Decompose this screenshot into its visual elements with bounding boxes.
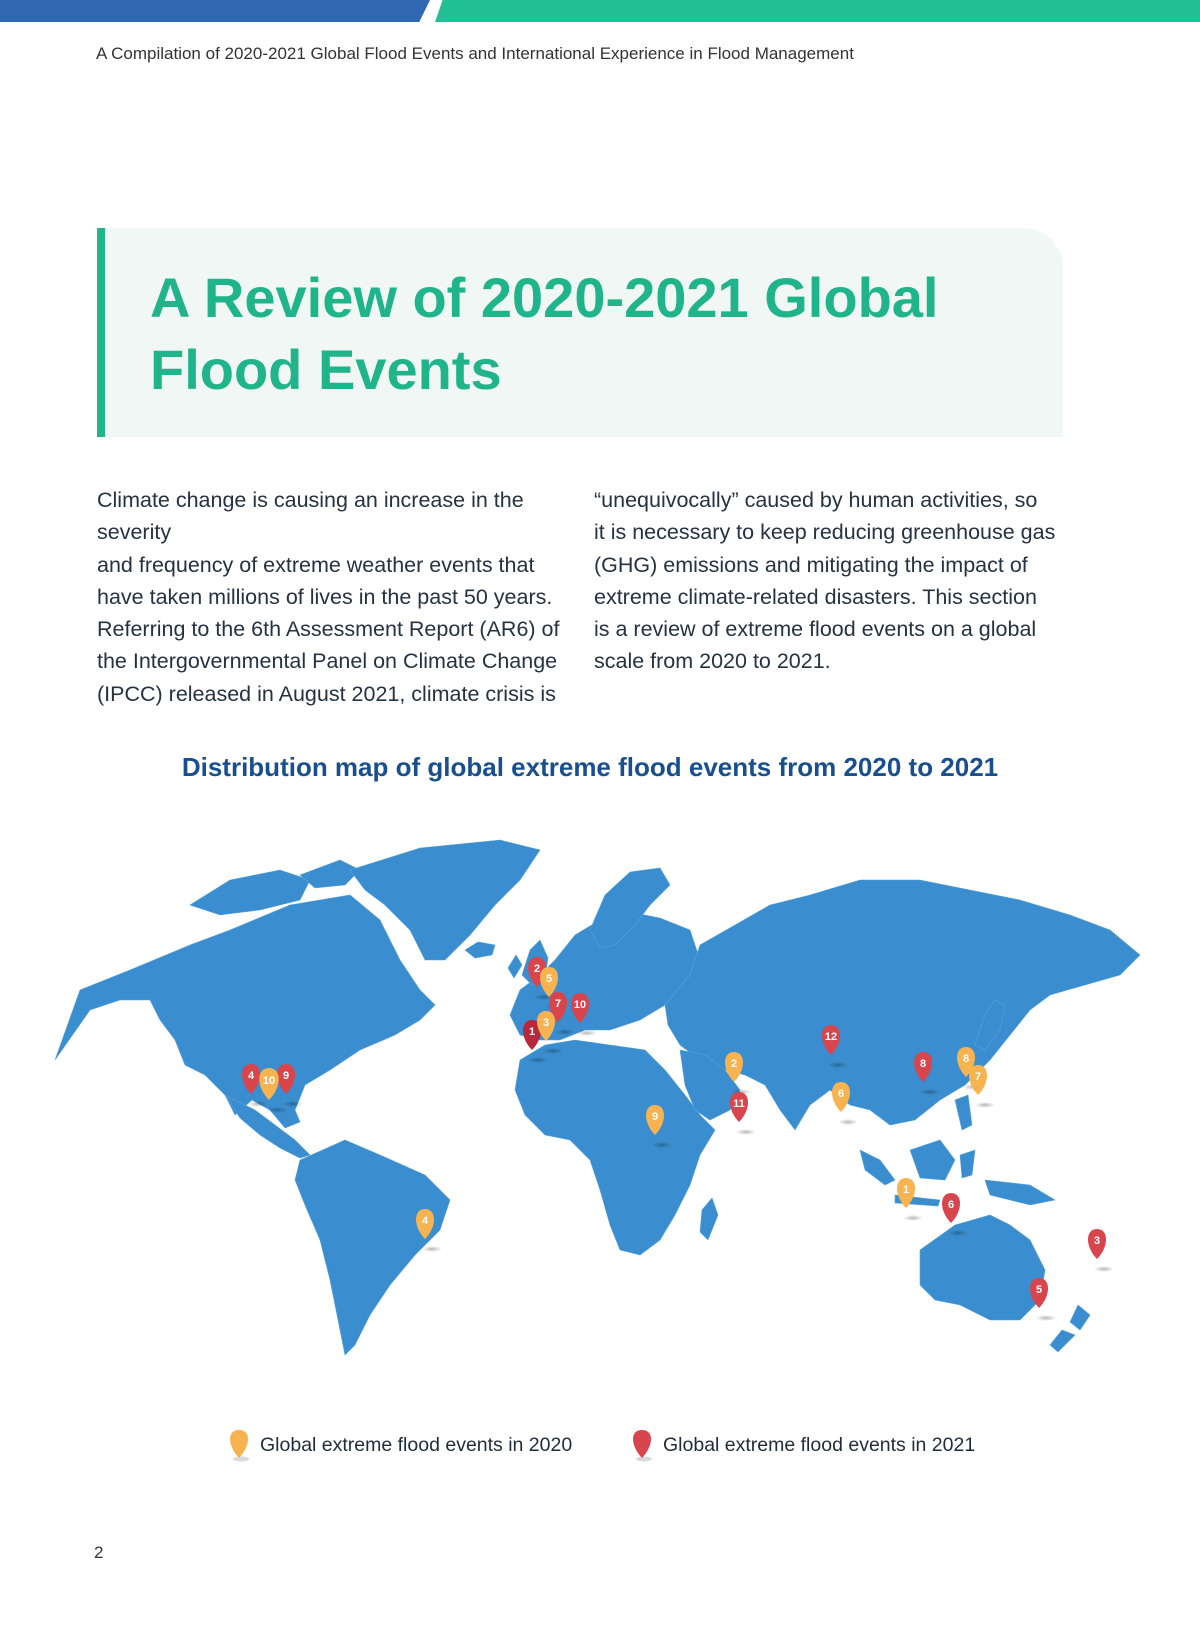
running-header: A Compilation of 2020-2021 Global Flood Events and International Experience in Flood Management	[96, 44, 854, 63]
island-sumatra	[860, 1150, 895, 1185]
pin-label: 9	[282, 1070, 290, 1082]
continent-north-america	[55, 895, 435, 1128]
body-column-left	[97, 484, 565, 710]
pin-label: 5	[1035, 1284, 1043, 1296]
pin-label: 7	[974, 1071, 982, 1083]
body-line: is a review of extreme flood events on a global	[594, 617, 1037, 642]
island-ireland	[508, 955, 522, 978]
island-new-zealand-south	[1050, 1330, 1075, 1352]
pin-2021-icon	[631, 1428, 653, 1462]
body-line: (IPCC) released in August 2021, climate crisis is	[97, 681, 556, 706]
island-sulawesi	[960, 1150, 975, 1178]
body-line: it is necessary to keep reducing greenhouse gas	[594, 520, 1056, 545]
pin-label: 10	[262, 1075, 276, 1087]
legend-2021	[631, 1428, 975, 1462]
body-line: the Intergovernmental Panel on Climate Change	[97, 649, 558, 674]
island-madagascar	[700, 1198, 718, 1240]
pin-label: 1	[902, 1184, 910, 1196]
pin-label: 12	[824, 1031, 838, 1043]
island-new-guinea	[985, 1180, 1055, 1205]
pin-label: 1	[528, 1026, 536, 1038]
pin-label: 8	[919, 1058, 927, 1070]
world-map	[0, 835, 1200, 1365]
body-line: Climate change is causing an increase in the severity	[97, 488, 524, 545]
body-line: scale from 2020 to 2021.	[594, 649, 831, 674]
pin-label: 7	[554, 998, 562, 1010]
pin-label: 6	[837, 1088, 845, 1100]
map-pin-2020	[969, 1065, 995, 1108]
map-pin-2021	[730, 1092, 756, 1135]
map-pin-2021	[1088, 1229, 1114, 1272]
pin-label: 2	[730, 1058, 738, 1070]
legend-2020	[228, 1428, 572, 1462]
map-pin-2021	[1030, 1278, 1056, 1321]
pin-label: 11	[733, 1098, 745, 1110]
section-title	[150, 262, 1030, 406]
pin-label: 10	[573, 999, 587, 1011]
map-title: Distribution map of global extreme flood events from 2020 to 2021	[181, 752, 999, 782]
pin-label: 3	[1093, 1235, 1101, 1247]
pin-label: 4	[247, 1070, 255, 1082]
pin-label: 6	[947, 1199, 955, 1211]
section-title-line-1: A Review of 2020-2021 Global	[150, 266, 939, 329]
pin-label: 2	[533, 963, 541, 975]
island-philippines	[955, 1095, 972, 1130]
body-line: “unequivocally” caused by human activities, so	[594, 488, 1038, 512]
pin-label: 5	[545, 973, 553, 985]
legend-label-2020: Global extreme flood events in 2020	[260, 1433, 573, 1456]
body-line: have taken millions of lives in the past 50 years.	[97, 584, 553, 609]
title-accent-bar	[97, 228, 105, 437]
body-line: extreme climate-related disasters. This section	[594, 584, 1037, 609]
page-number: 2	[94, 1543, 104, 1562]
pin-label: 3	[542, 1017, 550, 1029]
section-title-line-2: Flood Events	[150, 338, 502, 401]
header-bar-blue	[0, 0, 430, 22]
pin-label: 4	[421, 1215, 429, 1227]
body-line: and frequency of extreme weather events that	[97, 552, 535, 577]
pin-2020-icon	[228, 1428, 250, 1462]
island-borneo	[910, 1140, 955, 1180]
legend-label-2021: Global extreme flood events in 2021	[663, 1433, 976, 1456]
arctic-islands-east	[300, 860, 360, 888]
continent-australia	[920, 1215, 1045, 1320]
island-new-zealand	[1070, 1305, 1090, 1330]
body-column-right	[594, 484, 1062, 678]
pin-label: 9	[651, 1111, 659, 1123]
island-iceland	[465, 942, 495, 958]
pin-label: 8	[962, 1053, 970, 1065]
body-line: Referring to the 6th Assessment Report (AR6) of	[97, 617, 560, 642]
body-line: (GHG) emissions and mitigating the impact of	[594, 552, 1028, 577]
header-bar-green	[435, 0, 1200, 22]
